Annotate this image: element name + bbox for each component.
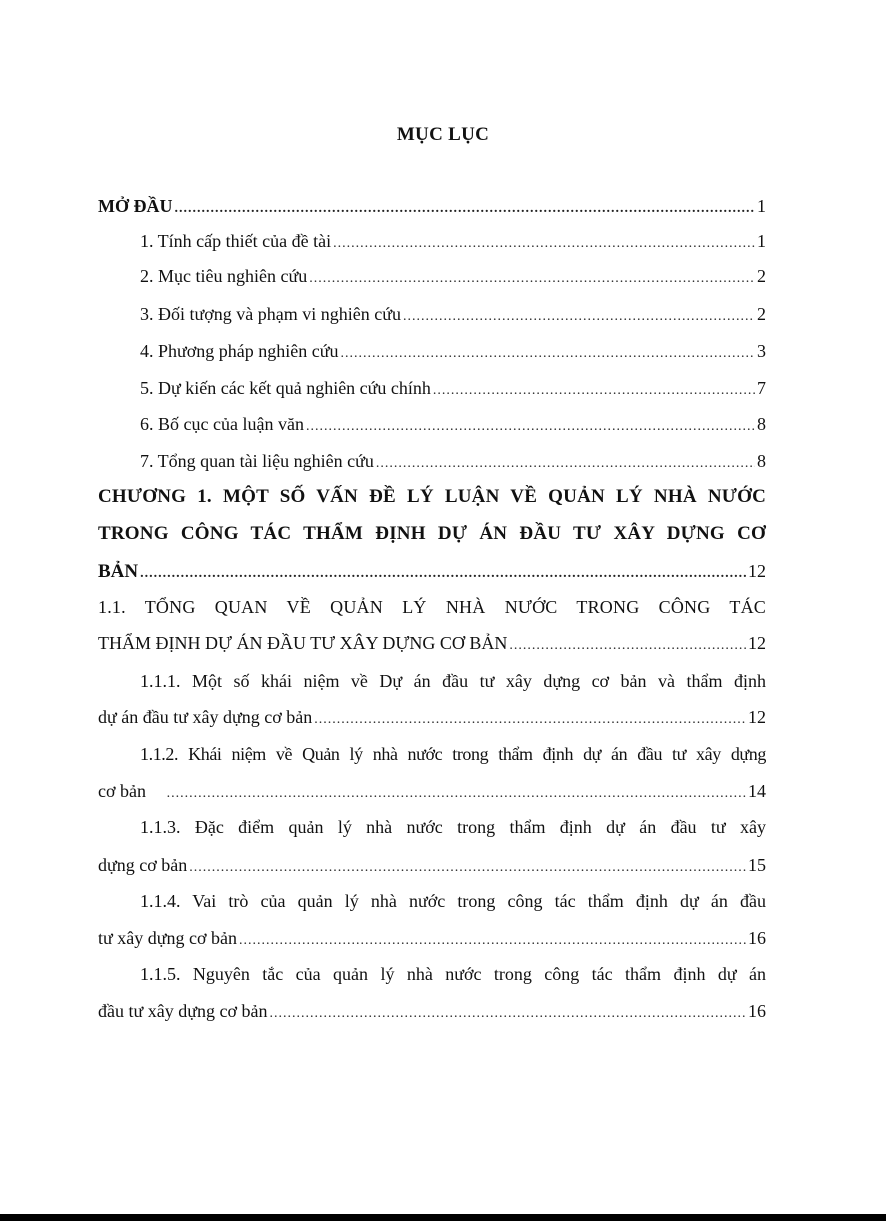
toc-leader-dots (175, 201, 756, 217)
toc-entry-label: dựng cơ bản (98, 855, 188, 875)
toc-leader-dots (167, 786, 746, 802)
toc-entry-label: MỞ ĐẦU (98, 196, 173, 216)
toc-leader-dots (376, 456, 755, 472)
toc-entry-intro-1[interactable] (98, 231, 766, 257)
toc-entry-section-1-1[interactable] (98, 633, 766, 659)
toc-subsection-1-1-2-line-1[interactable]: 1.1.2. Khái niệm về Quản lý nhà nước trong thẩm định dự án đầu tư xây dựng (140, 744, 766, 764)
toc-leader-dots (509, 638, 746, 654)
toc-leader-dots (403, 309, 755, 325)
page-bottom-border (0, 1214, 886, 1221)
toc-entry-intro-5[interactable] (98, 378, 766, 404)
toc-page-number: 15 (748, 855, 766, 875)
toc-entry-label: 5. Dự kiến các kết quả nghiên cứu chính (140, 378, 431, 398)
toc-leader-dots (270, 1006, 747, 1022)
toc-entry-chapter-1[interactable] (98, 561, 766, 587)
toc-subsection-1-1-4-line-1[interactable]: 1.1.4. Vai trò của quản lý nhà nước trong công tác thẩm định dự án đầu (140, 891, 766, 911)
toc-entry-subsection-1-1-4[interactable] (98, 928, 766, 954)
toc-entry-label: 6. Bố cục của luận văn (140, 414, 304, 434)
toc-page-number: 16 (748, 1001, 766, 1021)
toc-entry-label: BẢN (98, 561, 139, 582)
toc-subsection-1-1-5-line-1[interactable]: 1.1.5. Nguyên tắc của quản lý nhà nước trong công tác thẩm định dự án (140, 964, 766, 984)
toc-entry-label: 4. Phương pháp nghiên cứu (140, 341, 339, 361)
toc-entry-label: 3. Đối tượng và phạm vi nghiên cứu (140, 304, 401, 324)
toc-leader-dots (189, 860, 746, 876)
toc-leader-dots (314, 712, 746, 728)
toc-page-number: 7 (757, 378, 766, 398)
toc-leader-dots (309, 271, 755, 287)
toc-entry-intro-6[interactable] (98, 414, 766, 440)
toc-subsection-1-1-3-line-1[interactable]: 1.1.3. Đặc điểm quản lý nhà nước trong thẩm định dự án đầu tư xây (140, 817, 766, 837)
toc-entry-intro-2[interactable] (98, 266, 766, 292)
toc-entry-mo-dau[interactable] (98, 196, 766, 222)
toc-entry-subsection-1-1-3[interactable] (98, 855, 766, 881)
toc-entry-label: dự án đầu tư xây dựng cơ bản (98, 707, 313, 727)
toc-page-number: 16 (748, 928, 766, 948)
toc-entry-label: cơ bản (98, 781, 146, 801)
toc-page-number: 1 (757, 196, 766, 216)
toc-section-1-1-line-1[interactable]: 1.1. TỔNG QUAN VỀ QUẢN LÝ NHÀ NƯỚC TRONG CÔNG TÁC (98, 597, 766, 617)
toc-page-number: 14 (748, 781, 766, 801)
toc-entry-subsection-1-1-2[interactable] (98, 781, 766, 807)
toc-leader-dots (333, 236, 755, 252)
toc-entry-subsection-1-1-1[interactable] (98, 707, 766, 733)
toc-leader-dots (140, 566, 746, 582)
toc-leader-dots (306, 419, 755, 435)
toc-entry-subsection-1-1-5[interactable] (98, 1001, 766, 1027)
toc-page-number: 12 (748, 561, 766, 581)
toc-entry-label: tư xây dựng cơ bản (98, 928, 237, 948)
toc-entry-intro-3[interactable] (98, 304, 766, 330)
toc-page-number: 12 (748, 707, 766, 727)
toc-entry-intro-4[interactable] (98, 341, 766, 367)
toc-subsection-1-1-1-line-1[interactable]: 1.1.1. Một số khái niệm về Dự án đầu tư xây dựng cơ bản và thẩm định (140, 671, 766, 691)
toc-page-number: 8 (757, 414, 766, 434)
toc-page-number: 3 (757, 341, 766, 361)
toc-entry-label: 7. Tổng quan tài liệu nghiên cứu (140, 451, 374, 471)
toc-entry-label: THẨM ĐỊNH DỰ ÁN ĐẦU TƯ XÂY DỰNG CƠ BẢN (98, 633, 508, 653)
toc-leader-dots (239, 933, 746, 949)
toc-entry-intro-7[interactable] (98, 451, 766, 477)
toc-page-number: 1 (757, 231, 766, 251)
toc-chapter-1-line-1[interactable]: CHƯƠNG 1. MỘT SỐ VẤN ĐỀ LÝ LUẬN VỀ QUẢN LÝ NHÀ NƯỚC (98, 486, 766, 507)
toc-page-number: 2 (757, 304, 766, 324)
toc-entry-label: 2. Mục tiêu nghiên cứu (140, 266, 308, 286)
toc-page-number: 2 (757, 266, 766, 286)
toc-entry-label: 1. Tính cấp thiết của đề tài (140, 231, 332, 251)
toc-chapter-1-line-2[interactable]: TRONG CÔNG TÁC THẨM ĐỊNH DỰ ÁN ĐẦU TƯ XÂY DỰNG CƠ (98, 523, 766, 544)
toc-leader-dots (433, 383, 755, 399)
toc-page-number: 12 (748, 633, 766, 653)
toc-page-number: 8 (757, 451, 766, 471)
toc-entry-label: đầu tư xây dựng cơ bản (98, 1001, 268, 1021)
toc-leader-dots (341, 346, 755, 362)
page-title: MỤC LỤC (396, 124, 490, 145)
